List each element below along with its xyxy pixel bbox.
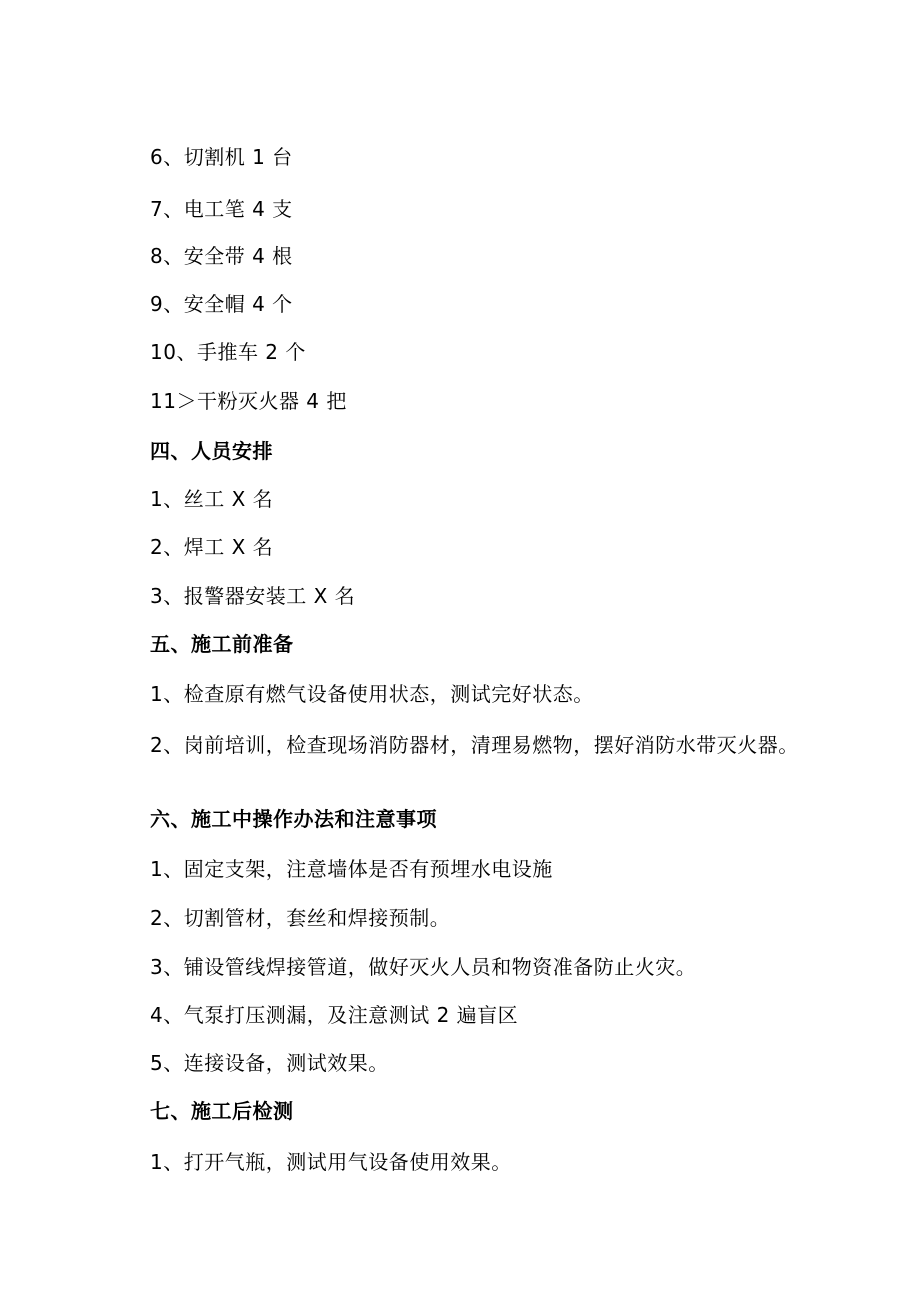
section-heading-preparation: 五、施工前准备: [150, 632, 294, 656]
staff-item-3: 3、报警器安装工 X 名: [150, 584, 356, 608]
operation-item-4: 4、气泵打压测漏，及注意测试 2 遍盲区: [150, 1003, 519, 1027]
operation-item-5: 5、连接设备，测试效果。: [150, 1051, 389, 1075]
staff-item-1: 1、丝工 X 名: [150, 487, 274, 511]
staff-item-2: 2、焊工 X 名: [150, 535, 274, 559]
tool-item-8: 8、安全带 4 根: [150, 244, 293, 268]
operation-item-1: 1、固定支架，注意墙体是否有预埋水电设施: [150, 857, 553, 881]
prep-item-2: 2、岗前培训，检查现场消防器材，清理易燃物，摆好消防水带灭火器。: [150, 733, 799, 757]
section-heading-operation: 六、施工中操作办法和注意事项: [150, 807, 437, 831]
operation-item-2: 2、切割管材，套丝和焊接预制。: [150, 906, 451, 930]
tool-item-11: 11＞干粉灭火器 4 把: [150, 389, 347, 413]
section-heading-inspection: 七、施工后检测: [150, 1099, 294, 1123]
tool-item-7: 7、电工笔 4 支: [150, 197, 293, 221]
tool-item-10: 10、手推车 2 个: [150, 340, 306, 364]
section-heading-staffing: 四、人员安排: [150, 439, 273, 463]
prep-item-1: 1、检查原有燃气设备使用状态，测试完好状态。: [150, 682, 594, 706]
tool-item-9: 9、安全帽 4 个: [150, 292, 293, 316]
operation-item-3: 3、铺设管线焊接管道，做好灭火人员和物资准备防止火灾。: [150, 955, 697, 979]
inspection-item-1: 1、打开气瓶，测试用气设备使用效果。: [150, 1150, 512, 1174]
tool-item-6: 6、切割机 1 台: [150, 145, 293, 169]
